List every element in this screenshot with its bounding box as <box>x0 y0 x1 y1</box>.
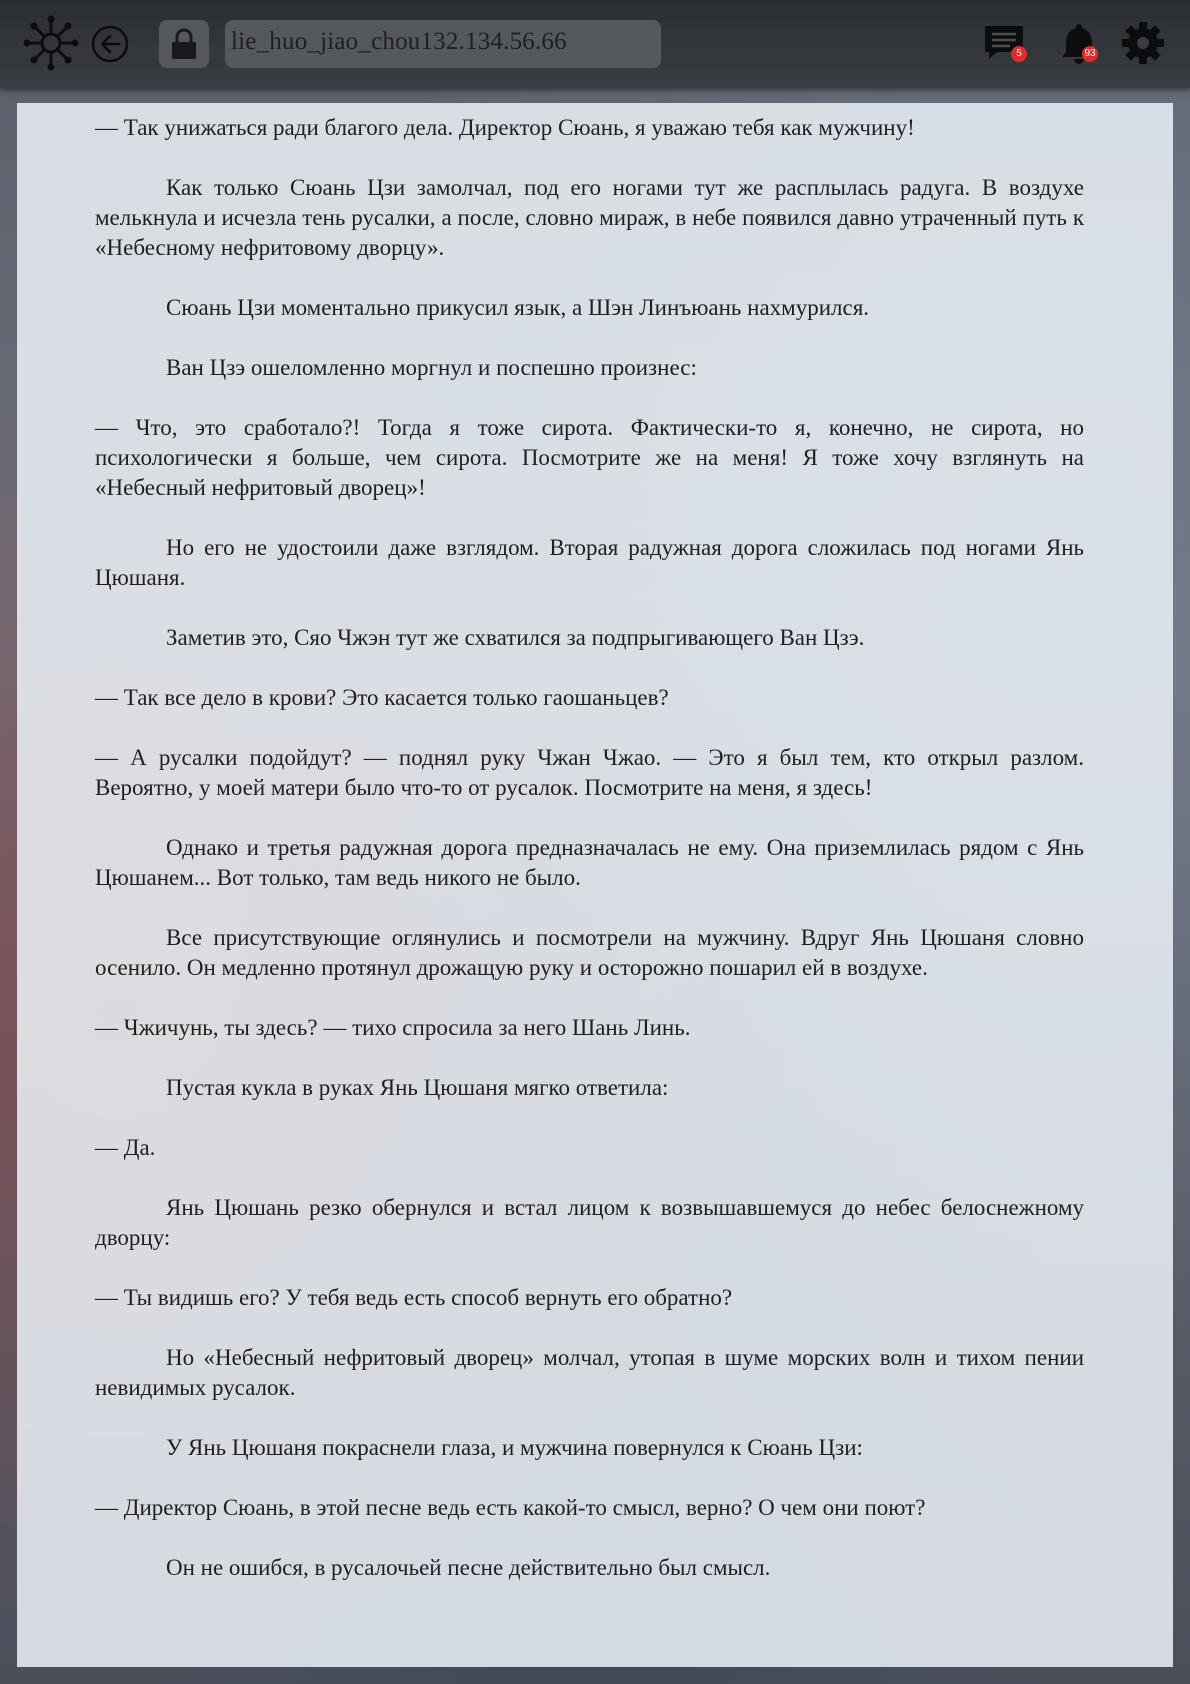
back-arrow-icon <box>90 24 130 64</box>
paragraph: Он не ошибся, в русалочьей песне действительно был смысл. <box>166 1555 771 1580</box>
paragraph: Янь Цюшань резко обернулся и встал лицом к возвышавшемуся до небес белоснежному дворцу: <box>95 1195 1084 1250</box>
chapter-text <box>95 113 1084 1613</box>
paragraph: Но «Небесный нефритовый дворец» молчал, утопая в шуме морских волн и тихом пении невидимых русалок. <box>95 1345 1084 1400</box>
paragraph: Пустая кукла в руках Янь Цюшаня мягко ответила: <box>166 1075 669 1100</box>
paragraph: Однако и третья радужная дорога предназначалась не ему. Она приземлилась рядом с Янь Цюшанем... Вот только, там ведь никого не было. <box>95 835 1084 890</box>
paragraph: Ван Цзэ ошеломленно моргнул и поспешно произнес: <box>166 355 697 380</box>
paragraph: — Что, это сработало?! Тогда я тоже сирота. Фактически-то я, конечно, не сирота, но психологически я больше, чем сирота. Посмотрите же на меня! Я тоже хочу взглянуть на «Небесный нефритовый дворец»! <box>95 415 1084 500</box>
gear-icon <box>1121 21 1165 65</box>
paragraph: Как только Сюань Цзи замолчал, под его ногами тут же расплылась радуга. В воздухе мелькнула и исчезла тень русалки, а после, словно мираж, в небе появился давно утраченный путь к «Небесному нефритовому дворцу». <box>95 175 1084 260</box>
paragraph: Заметив это, Сяо Чжэн тут же схватился за подпрыгивающего Ван Цзэ. <box>166 625 865 650</box>
paragraph: — Да. <box>95 1135 156 1160</box>
paragraph: — Так все дело в крови? Это касается только гаошаньцев? <box>95 685 669 710</box>
network-hub-icon[interactable] <box>22 14 80 72</box>
notifications-count-badge: 93 <box>1082 46 1098 62</box>
address-field[interactable]: lie_huo_jiao_chou132.134.56.66 <box>225 20 661 68</box>
settings-button[interactable] <box>1118 18 1168 68</box>
notifications-button[interactable] <box>1055 18 1103 68</box>
top-toolbar <box>0 0 1190 88</box>
paragraph: Но его не удостоили даже взглядом. Вторая радужная дорога сложилась под ногами Янь Цюшаня. <box>95 535 1084 590</box>
lock-icon <box>168 27 200 61</box>
paragraph: Все присутствующие оглянулись и посмотрели на мужчину. Вдруг Янь Цюшаня словно осенило. Он медленно протянул дрожащую руку и осторожно пошарил ей в воздухе. <box>95 925 1084 980</box>
paragraph: — Ты видишь его? У тебя ведь есть способ вернуть его обратно? <box>95 1285 733 1310</box>
paragraph: — Чжичунь, ты здесь? — тихо спросила за него Шань Линь. <box>95 1015 691 1040</box>
paragraph: — Так унижаться ради благого дела. Директор Сюань, я уважаю тебя как мужчину! <box>95 115 915 140</box>
paragraph: — Директор Сюань, в этой песне ведь есть какой-то смысл, верно? О чем они поют? <box>95 1495 926 1520</box>
back-button[interactable] <box>90 24 130 64</box>
reading-page <box>17 103 1173 1667</box>
lock-button[interactable] <box>159 20 209 68</box>
paragraph: — А русалки подойдут? — поднял руку Чжан Чжао. — Это я был тем, кто открыл разлом. Вероятно, у моей матери было что-то от русалок. Посмотрите на меня, я здесь! <box>95 745 1084 800</box>
messages-button[interactable] <box>978 18 1030 66</box>
paragraph: У Янь Цюшаня покраснели глаза, и мужчина повернулся к Сюань Цзи: <box>166 1435 863 1460</box>
messages-count-badge: 5 <box>1011 46 1027 62</box>
paragraph: Сюань Цзи моментально прикусил язык, а Шэн Линъюань нахмурился. <box>166 295 870 320</box>
